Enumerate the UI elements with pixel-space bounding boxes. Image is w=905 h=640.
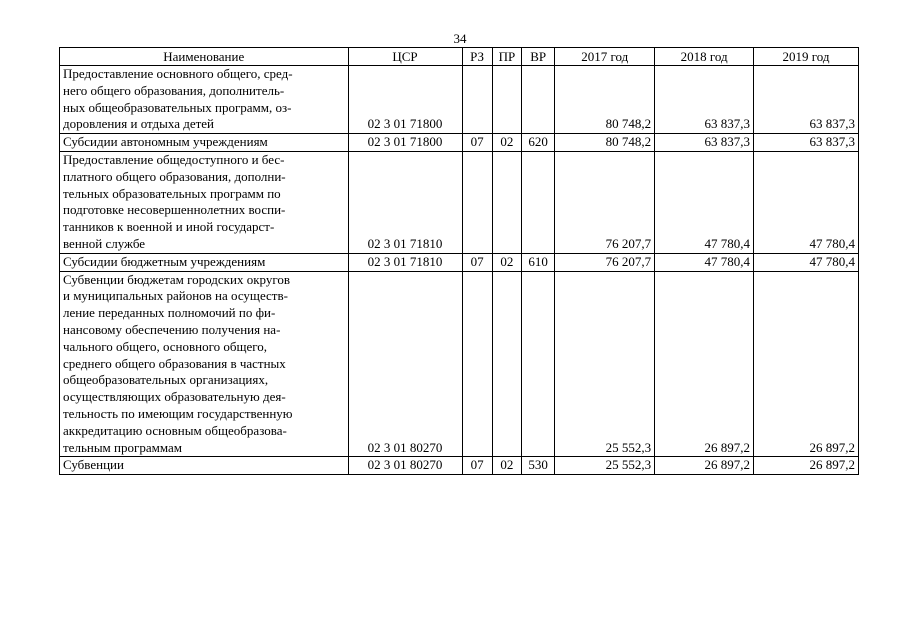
row-pr: 02 — [492, 134, 521, 152]
row-name: Предоставление основного общего, сред- него общего образования, дополнитель- ных общеобразовательных программ, оз- доровления и отдыха детей — [60, 66, 349, 134]
row-pr — [492, 151, 521, 253]
table-row — [60, 271, 859, 457]
row-csr: 02 3 01 71800 — [348, 134, 462, 152]
row-2017: 25 552,3 — [555, 271, 655, 457]
table-row — [60, 253, 859, 271]
row-2019: 63 837,3 — [754, 66, 859, 134]
row-rz — [462, 271, 492, 457]
row-csr: 02 3 01 80270 — [348, 457, 462, 475]
row-rz: 07 — [462, 134, 492, 152]
row-2017: 80 748,2 — [555, 66, 655, 134]
row-vr: 620 — [522, 134, 555, 152]
header-2017: 2017 год — [555, 48, 655, 66]
row-2018: 63 837,3 — [655, 66, 754, 134]
row-name: Субвенции бюджетам городских округов и муниципальных районов на осуществ- ление переданных полномочий по фи- нансовому обеспечению получения на- чального общего, основного общего, среднего общего образования в частных общеобразовательных организациях, осуществляющих образовательную дея- тельность по имеющим государственную аккредитацию основным общеобразова- тельным программам — [60, 271, 349, 457]
budget-table — [59, 47, 859, 475]
header-vr: ВР — [522, 48, 555, 66]
row-2018: 26 897,2 — [655, 457, 754, 475]
table-row — [60, 151, 859, 253]
row-2017: 76 207,7 — [555, 151, 655, 253]
row-pr: 02 — [492, 457, 521, 475]
row-csr: 02 3 01 80270 — [348, 271, 462, 457]
row-2018: 63 837,3 — [655, 134, 754, 152]
table-row — [60, 457, 859, 475]
table-header-row — [60, 48, 859, 66]
row-pr: 02 — [492, 253, 521, 271]
row-name: Субсидии бюджетным учреждениям — [60, 253, 349, 271]
row-vr: 530 — [522, 457, 555, 475]
row-2018: 47 780,4 — [655, 151, 754, 253]
row-name: Субсидии автономным учреждениям — [60, 134, 349, 152]
row-csr: 02 3 01 71800 — [348, 66, 462, 134]
header-2018: 2018 год — [655, 48, 754, 66]
header-name: Наименование — [60, 48, 349, 66]
row-vr — [522, 271, 555, 457]
header-csr: ЦСР — [348, 48, 462, 66]
row-vr — [522, 151, 555, 253]
header-pr: ПР — [492, 48, 521, 66]
row-2018: 47 780,4 — [655, 253, 754, 271]
header-rz: РЗ — [462, 48, 492, 66]
row-pr — [492, 271, 521, 457]
row-2018: 26 897,2 — [655, 271, 754, 457]
table-row — [60, 134, 859, 152]
row-2019: 26 897,2 — [754, 271, 859, 457]
row-vr: 610 — [522, 253, 555, 271]
row-vr — [522, 66, 555, 134]
row-2019: 26 897,2 — [754, 457, 859, 475]
row-name: Субвенции — [60, 457, 349, 475]
row-2017: 80 748,2 — [555, 134, 655, 152]
row-2019: 47 780,4 — [754, 253, 859, 271]
row-2019: 47 780,4 — [754, 151, 859, 253]
row-name: Предоставление общедоступного и бес- платного общего образования, дополни- тельных образовательных программ по подготовке несовершеннолетних воспи- танников к военной и иной государст- венной службе — [60, 151, 349, 253]
row-csr: 02 3 01 71810 — [348, 151, 462, 253]
header-2019: 2019 год — [754, 48, 859, 66]
row-rz: 07 — [462, 457, 492, 475]
page-number: 34 — [453, 31, 467, 46]
row-2019: 63 837,3 — [754, 134, 859, 152]
row-rz — [462, 151, 492, 253]
row-2017: 76 207,7 — [555, 253, 655, 271]
row-csr: 02 3 01 71810 — [348, 253, 462, 271]
table-row — [60, 66, 859, 134]
row-rz — [462, 66, 492, 134]
row-rz: 07 — [462, 253, 492, 271]
row-2017: 25 552,3 — [555, 457, 655, 475]
row-pr — [492, 66, 521, 134]
